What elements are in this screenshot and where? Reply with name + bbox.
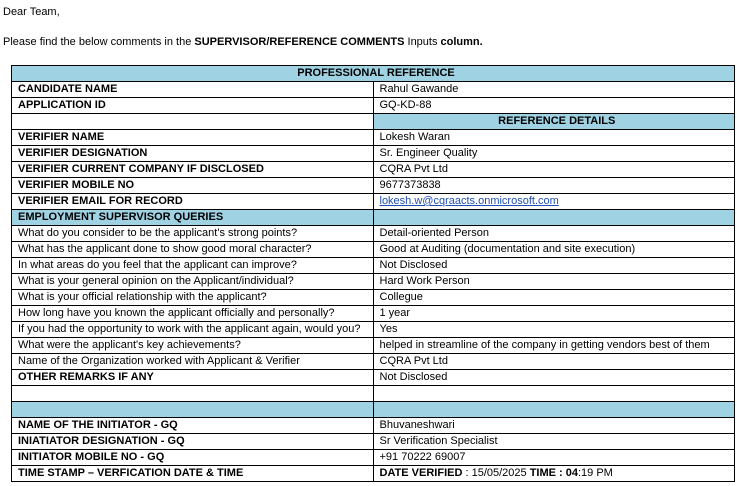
table-row xyxy=(12,130,735,146)
verifier-company-value: CQRA Pvt Ltd xyxy=(373,162,735,178)
table-row xyxy=(12,354,735,370)
table-row xyxy=(12,306,735,322)
timestamp-value xyxy=(373,466,735,482)
query-answer: Good at Auditing (documentation and site execution) xyxy=(373,242,735,258)
date-verified-value: : 15/05/2025 xyxy=(462,467,530,479)
blank-cell xyxy=(12,386,374,402)
query-question: What has the applicant done to show good moral character? xyxy=(12,242,374,258)
initiator-mobile-label: INITIATOR MOBILE NO - GQ xyxy=(12,450,374,466)
verifier-email-cell xyxy=(373,194,735,210)
professional-reference-table xyxy=(11,65,735,482)
application-id-value: GQ-KD-88 xyxy=(373,98,735,114)
initiator-designation-value: Sr Verification Specialist xyxy=(373,434,735,450)
date-verified-label: DATE VERIFIED xyxy=(379,467,463,479)
intro-bold-column: column. xyxy=(440,36,483,48)
table-row xyxy=(12,194,735,210)
time-rest: :19 PM xyxy=(578,467,613,479)
intro-bold-comments: SUPERVISOR/REFERENCE COMMENTS xyxy=(194,36,405,48)
verifier-designation-label: VERIFIER DESIGNATION xyxy=(12,146,374,162)
query-question: In what areas do you feel that the applicant can improve? xyxy=(12,258,374,274)
query-answer: CQRA Pvt Ltd xyxy=(373,354,735,370)
verifier-designation-value: Sr. Engineer Quality xyxy=(373,146,735,162)
table-title-row xyxy=(12,66,735,82)
query-question: What is your official relationship with the applicant? xyxy=(12,290,374,306)
table-row xyxy=(12,466,735,482)
table-row xyxy=(12,162,735,178)
queries-header: EMPLOYMENT SUPERVISOR QUERIES xyxy=(12,210,374,226)
intro-text xyxy=(3,36,483,48)
reference-details-blank xyxy=(12,114,374,130)
initiator-name-value: Bhuvaneshwari xyxy=(373,418,735,434)
verifier-name-label: VERIFIER NAME xyxy=(12,130,374,146)
reference-details-header-row xyxy=(12,114,735,130)
reference-details-header: REFERENCE DETAILS xyxy=(373,114,735,130)
query-answer: 1 year xyxy=(373,306,735,322)
intro-middle: Inputs xyxy=(404,36,441,48)
verifier-name-value: Lokesh Waran xyxy=(373,130,735,146)
query-answer: helped in streamline of the company in getting vendors best of them xyxy=(373,338,735,354)
query-answer: Detail-oriented Person xyxy=(373,226,735,242)
verifier-mobile-label: VERIFIER MOBILE NO xyxy=(12,178,374,194)
table-row xyxy=(12,290,735,306)
initiator-name-label: NAME OF THE INITIATOR - GQ xyxy=(12,418,374,434)
query-question: What were the applicant's key achievements? xyxy=(12,338,374,354)
table-row xyxy=(12,450,735,466)
query-answer: Not Disclosed xyxy=(373,258,735,274)
blank-row xyxy=(12,386,735,402)
blue-divider-cell xyxy=(12,402,374,418)
application-id-label: APPLICATION ID xyxy=(12,98,374,114)
blue-divider-cell xyxy=(373,402,735,418)
queries-header-blank xyxy=(373,210,735,226)
query-question: If you had the opportunity to work with the applicant again, would you? xyxy=(12,322,374,338)
table-row xyxy=(12,274,735,290)
queries-header-row xyxy=(12,210,735,226)
table-row xyxy=(12,146,735,162)
query-answer: Hard Work Person xyxy=(373,274,735,290)
time-label: TIME : xyxy=(529,467,563,479)
table-title: PROFESSIONAL REFERENCE xyxy=(12,66,735,82)
time-hour: 04 xyxy=(562,467,578,479)
table-row xyxy=(12,418,735,434)
table-row xyxy=(12,178,735,194)
blue-divider-row xyxy=(12,402,735,418)
query-question: What do you consider to be the applicant's strong points? xyxy=(12,226,374,242)
verifier-email-link[interactable]: lokesh.w@cqraacts.onmicrosoft.com xyxy=(379,195,559,207)
table-row xyxy=(12,98,735,114)
query-answer: Collegue xyxy=(373,290,735,306)
verifier-email-label: VERIFIER EMAIL FOR RECORD xyxy=(12,194,374,210)
table-row xyxy=(12,322,735,338)
table-row xyxy=(12,82,735,98)
verifier-company-label: VERIFIER CURRENT COMPANY IF DISCLOSED xyxy=(12,162,374,178)
intro-before: Please find the below comments in the xyxy=(3,36,195,48)
query-question: What is your general opinion on the Applicant/individual? xyxy=(12,274,374,290)
initiator-mobile-value: +91 70222 69007 xyxy=(373,450,735,466)
other-remarks-label: OTHER REMARKS IF ANY xyxy=(12,370,374,386)
table-row xyxy=(12,434,735,450)
table-row xyxy=(12,338,735,354)
greeting: Dear Team, xyxy=(3,6,60,18)
query-question: How long have you known the applicant officially and personally? xyxy=(12,306,374,322)
table-row xyxy=(12,242,735,258)
query-question: Name of the Organization worked with Applicant & Verifier xyxy=(12,354,374,370)
other-remarks-value: Not Disclosed xyxy=(373,370,735,386)
blank-cell xyxy=(373,386,735,402)
timestamp-label: TIME STAMP – VERFICATION DATE & TIME xyxy=(12,466,374,482)
candidate-name-label: CANDIDATE NAME xyxy=(12,82,374,98)
verifier-mobile-value: 9677373838 xyxy=(373,178,735,194)
query-answer: Yes xyxy=(373,322,735,338)
table-row xyxy=(12,258,735,274)
table-row xyxy=(12,226,735,242)
initiator-designation-label: INIATIATOR DESIGNATION - GQ xyxy=(12,434,374,450)
candidate-name-value: Rahul Gawande xyxy=(373,82,735,98)
table-row xyxy=(12,370,735,386)
